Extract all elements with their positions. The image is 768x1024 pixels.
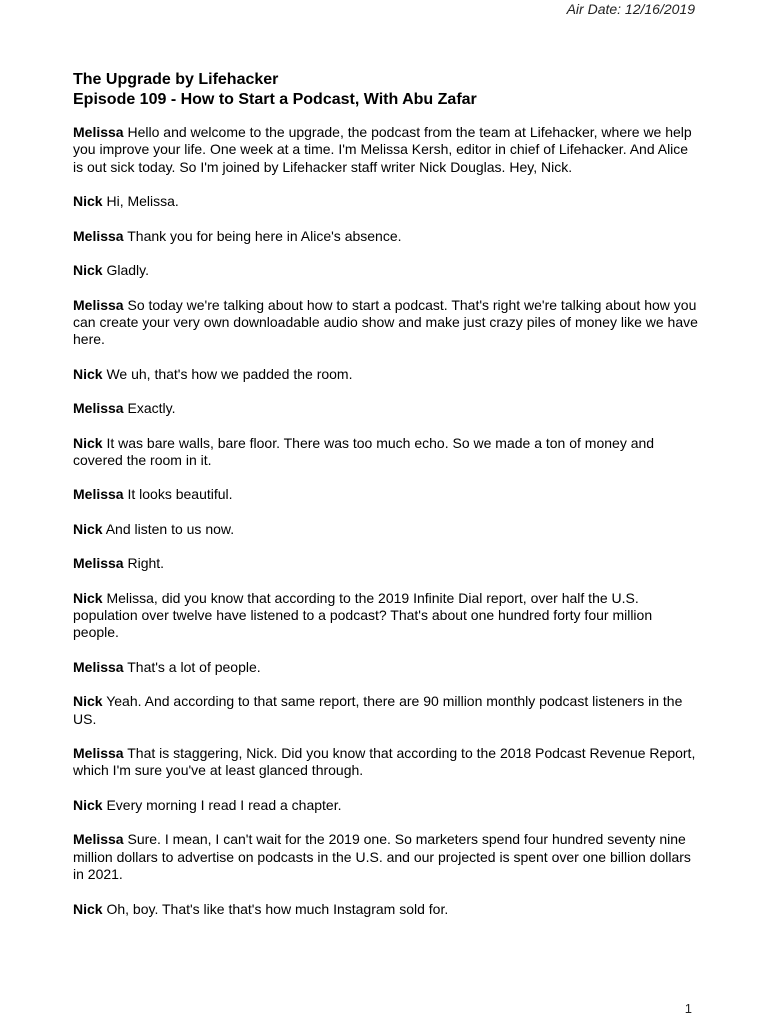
dialogue-text: Oh, boy. That's like that's how much Instagram sold for. [106, 900, 449, 917]
dialogue-text: Melissa, did you know that according to the 2019 Infinite Dial report, over half the U.S. population over twelve have listened to a podcast? That's about one hundred forty four million people. [73, 589, 653, 641]
speaker-name: Melissa [73, 296, 124, 313]
dialogue-text: Hello and welcome to the upgrade, the podcast from the team at Lifehacker, where we help you improve your life. One week at a time. I'm Melissa Kersh, editor in chief of Lifehacker. And Alice is out sick today. So I'm joined by Lifehacker staff writer Nick Douglas. Hey, Nick. [73, 124, 692, 175]
transcript-paragraph [73, 693, 698, 728]
page-number: 1 [684, 1001, 692, 1016]
transcript-paragraph [73, 228, 698, 245]
dialogue-text: Gladly. [106, 262, 150, 279]
speaker-name: Melissa [73, 124, 124, 140]
dialogue-text: Sure. I mean, I can't wait for the 2019 one. So marketers spend four hundred seventy nine million dollars to advertise on podcasts in the U.S. and our projected is spent over one billion dollars in 2021. [73, 831, 691, 883]
transcript-paragraph [73, 659, 698, 676]
speaker-name: Melissa [73, 555, 124, 572]
speaker-name: Nick [73, 589, 103, 606]
speaker-name: Nick [73, 434, 103, 451]
dialogue-text: Right. [127, 555, 165, 572]
transcript-paragraph [73, 400, 698, 417]
speaker-name: Nick [73, 365, 103, 382]
document-header [73, 70, 698, 110]
dialogue-text: Yeah. And according to that same report, there are 90 million monthly podcast listeners in the US. [73, 693, 683, 727]
transcript-paragraph [73, 745, 698, 780]
transcript-paragraph [73, 262, 698, 279]
dialogue-text: Every morning I read I read a chapter. [106, 796, 342, 813]
transcript [73, 124, 698, 935]
transcript-paragraph [73, 435, 698, 470]
dialogue-text: It was bare walls, bare floor. There was too much echo. So we made a ton of money and covered the room in it. [73, 434, 655, 468]
show-title: The Upgrade by Lifehacker [73, 71, 279, 88]
transcript-paragraph [73, 124, 698, 176]
dialogue-text: We uh, that's how we padded the room. [106, 365, 353, 382]
transcript-paragraph [73, 590, 698, 642]
transcript-paragraph [73, 521, 698, 538]
dialogue-text: That is staggering, Nick. Did you know that according to the 2018 Podcast Revenue Report, which I'm sure you've at least glanced through. [73, 745, 696, 779]
air-date: Air Date: 12/16/2019 [566, 1, 695, 17]
speaker-name: Nick [73, 193, 103, 210]
dialogue-text: That's a lot of people. [127, 658, 261, 675]
episode-title: Episode 109 - How to Start a Podcast, With Abu Zafar [73, 91, 477, 108]
transcript-paragraph [73, 555, 698, 572]
dialogue-text: It looks beautiful. [127, 486, 233, 503]
dialogue-text: So today we're talking about how to start a podcast. That's right we're talking about how you can create your very own downloadable audio show and make just crazy piles of money like we have here. [73, 296, 698, 348]
transcript-paragraph [73, 831, 698, 883]
transcript-paragraph [73, 901, 698, 918]
transcript-paragraph [73, 193, 698, 210]
dialogue-text: And listen to us now. [105, 520, 235, 537]
speaker-name: Melissa [73, 658, 124, 675]
speaker-name: Melissa [73, 486, 124, 503]
speaker-name: Nick [73, 900, 103, 917]
speaker-name: Nick [73, 520, 103, 537]
speaker-name: Nick [73, 796, 103, 813]
speaker-name: Melissa [73, 745, 124, 762]
speaker-name: Melissa [73, 831, 124, 848]
transcript-paragraph [73, 797, 698, 814]
speaker-name: Nick [73, 693, 103, 710]
transcript-paragraph [73, 366, 698, 383]
speaker-name: Melissa [73, 400, 124, 417]
dialogue-text: Exactly. [127, 400, 176, 417]
transcript-paragraph [73, 297, 698, 349]
dialogue-text: Hi, Melissa. [106, 193, 179, 210]
transcript-paragraph [73, 486, 698, 503]
speaker-name: Melissa [73, 227, 124, 244]
dialogue-text: Thank you for being here in Alice's absence. [127, 227, 402, 244]
speaker-name: Nick [73, 262, 103, 279]
